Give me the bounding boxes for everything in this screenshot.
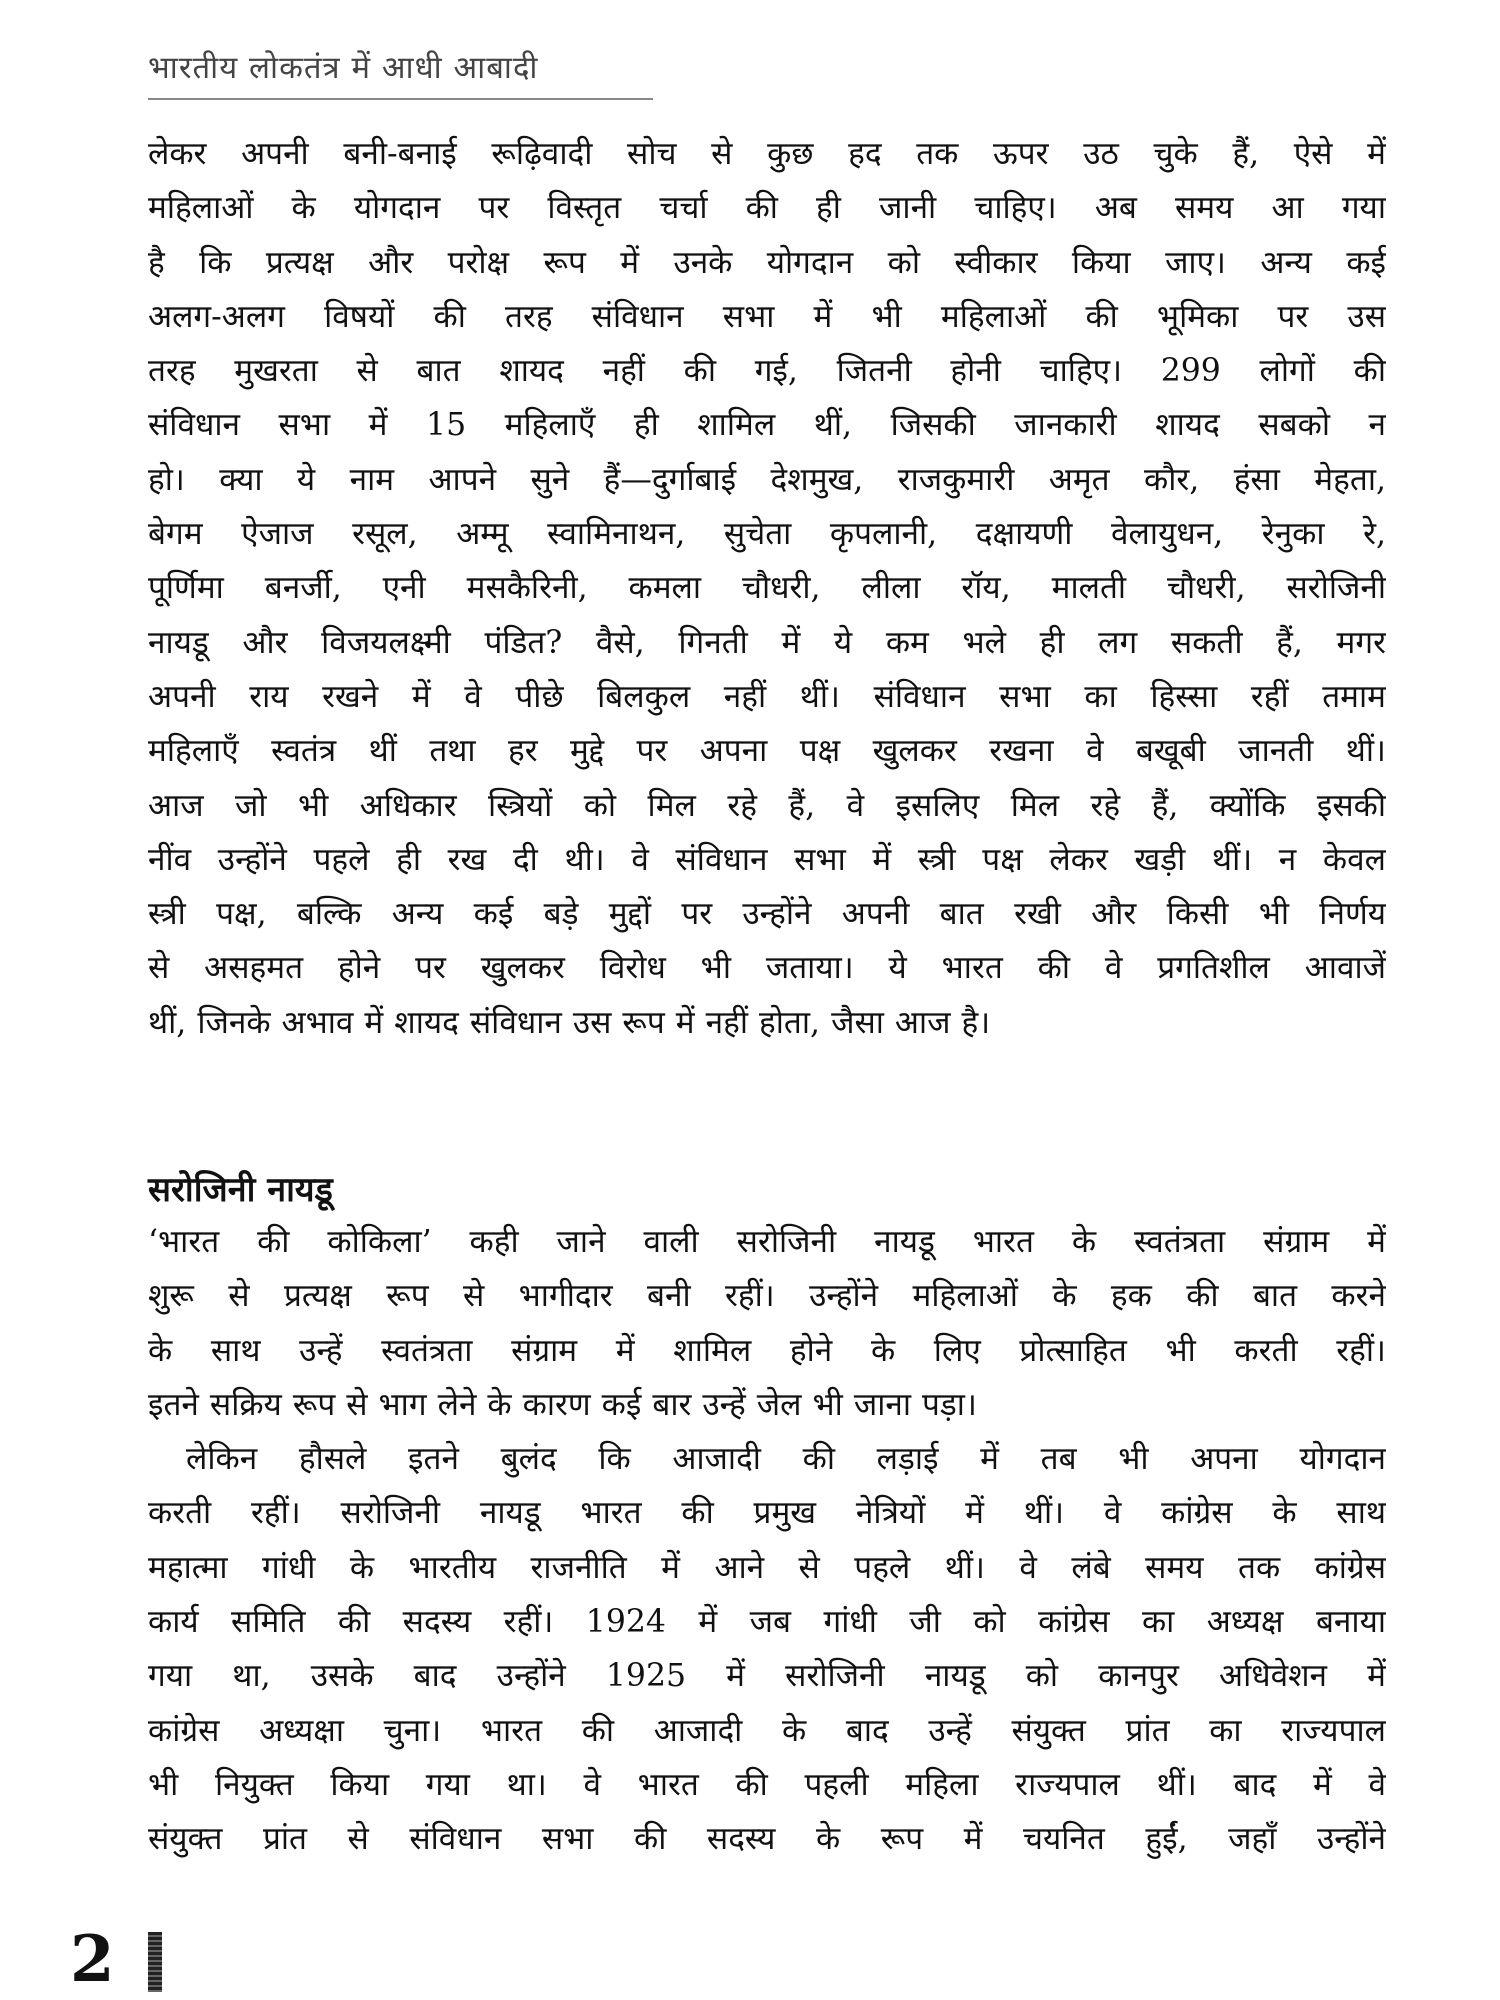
text-line: ‘भारत की कोकिला’ कही जाने वाली सरोजिनी नायडू भारत के स्वतंत्रता संग्राम में: [148, 1224, 1386, 1260]
text-line: लेकर अपनी बनी-बनाई रूढ़िवादी सोच से कुछ हद तक ऊपर उठ चुके हैं, ऐसे में: [148, 136, 1386, 172]
text-line: महिलाओं के योगदान पर विस्तृत चर्चा की ही जानी चाहिए। अब समय आ गया: [148, 190, 1386, 227]
text-line: नींव उन्होंने पहले ही रख दी थी। वे संविधान सभा में स्त्री पक्ष लेकर खड़ी थीं। न केवल: [148, 841, 1386, 878]
text-line: थीं, जिनके अभाव में शायद संविधान उस रूप में नहीं होता, जैसा आज है।: [148, 1004, 991, 1041]
text-line: बेगम ऐजाज रसूल, अम्मू स्वामिनाथन, सुचेता कृपलानी, दक्षायणी वेलायुधन, रेनुका रे,: [148, 516, 1386, 553]
text-line: शुरू से प्रत्यक्ष रूप से भागीदार बनी रहीं। उन्होंने महिलाओं के हक की बात करने: [148, 1278, 1386, 1315]
text-line: अलग-अलग विषयों की तरह संविधान सभा में भी महिलाओं की भूमिका पर उस: [148, 298, 1386, 335]
text-line: अपनी राय रखने में वे पीछे बिलकुल नहीं थीं। संविधान सभा का हिस्सा रहीं तमाम: [148, 678, 1386, 715]
text-line: आज जो भी अधिकार स्त्रियों को मिल रहे हैं, वे इसलिए मिल रहे हैं, क्योंकि इसकी: [148, 787, 1386, 824]
text-line: नायडू और विजयलक्ष्मी पंडित? वैसे, गिनती में ये कम भले ही लग सकती हैं, मगर: [148, 624, 1386, 661]
text-line: स्त्री पक्ष, बल्कि अन्य कई बड़े मुद्दों पर उन्होंने अपनी बात रखी और किसी भी निर्णय: [148, 896, 1386, 933]
text-line: संविधान सभा में 15 महिलाएँ ही शामिल थीं, जिसकी जानकारी शायद सबको न: [148, 407, 1386, 444]
text-line: कांग्रेस अध्यक्षा चुना। भारत की आजादी के बाद उन्हें संयुक्त प्रांत का राज्यपाल: [148, 1712, 1386, 1749]
text-line: इतने सक्रिय रूप से भाग लेने के कारण कई बार उन्हें जेल भी जाना पड़ा।: [148, 1386, 977, 1423]
text-line: महिलाएँ स्वतंत्र थीं तथा हर मुद्दे पर अपना पक्ष खुलकर रखना वे बखूबी जानती थीं।: [148, 733, 1386, 770]
paragraph-2-and-3: [148, 1215, 1386, 1867]
text-line: के साथ उन्हें स्वतंत्रता संग्राम में शामिल होने के लिए प्रोत्साहित भी करती रहीं।: [148, 1332, 1386, 1369]
text-line: से असहमत होने पर खुलकर विरोध भी जताया। ये भारत की वे प्रगतिशील आवाजें: [148, 950, 1386, 987]
text-line: कार्य समिति की सदस्य रहीं। 1924 में जब गांधी जी को कांग्रेस का अध्यक्ष बनाया: [148, 1604, 1386, 1641]
text-line: तरह मुखरता से बात शायद नहीं की गई, जितनी होनी चाहिए। 299 लोगों की: [148, 353, 1386, 390]
text-line: महात्मा गांधी के भारतीय राजनीति में आने से पहले थीं। वे लंबे समय तक कांग्रेस: [148, 1549, 1386, 1586]
margin-bar-decoration: [148, 1932, 162, 1992]
text-line: पूर्णिमा बनर्जी, एनी मसकैरिनी, कमला चौधरी, लीला रॉय, मालती चौधरी, सरोजिनी: [148, 570, 1386, 607]
section-heading: सरोजिनी नायडू: [148, 1170, 333, 1210]
text-line: संयुक्त प्रांत से संविधान सभा की सदस्य के रूप में चयनित हुईं, जहाँ उन्होंने: [148, 1821, 1386, 1858]
running-head: भारतीय लोकतंत्र में आधी आबादी: [148, 46, 653, 100]
text-line: गया था, उसके बाद उन्होंने 1925 में सरोजिनी नायडू को कानपुर अधिवेशन में: [148, 1658, 1386, 1695]
text-line: लेकिन हौसले इतने बुलंद कि आजादी की लड़ाई में तब भी अपना योगदान: [186, 1441, 1386, 1478]
text-line: हो। क्या ये नाम आपने सुने हैं—दुर्गाबाई देशमुख, राजकुमारी अमृत कौर, हंसा मेहता,: [148, 461, 1386, 498]
text-line: भी नियुक्त किया गया था। वे भारत की पहली महिला राज्यपाल थीं। बाद में वे: [148, 1766, 1386, 1803]
text-line: करती रहीं। सरोजिनी नायडू भारत की प्रमुख नेत्रियों में थीं। वे कांग्रेस के साथ: [148, 1495, 1386, 1532]
paragraph-1: [148, 127, 1386, 1050]
text-line: है कि प्रत्यक्ष और परोक्ष रूप में उनके योगदान को स्वीकार किया जाए। अन्य कई: [148, 244, 1386, 281]
page-number: 2: [70, 1922, 115, 1997]
